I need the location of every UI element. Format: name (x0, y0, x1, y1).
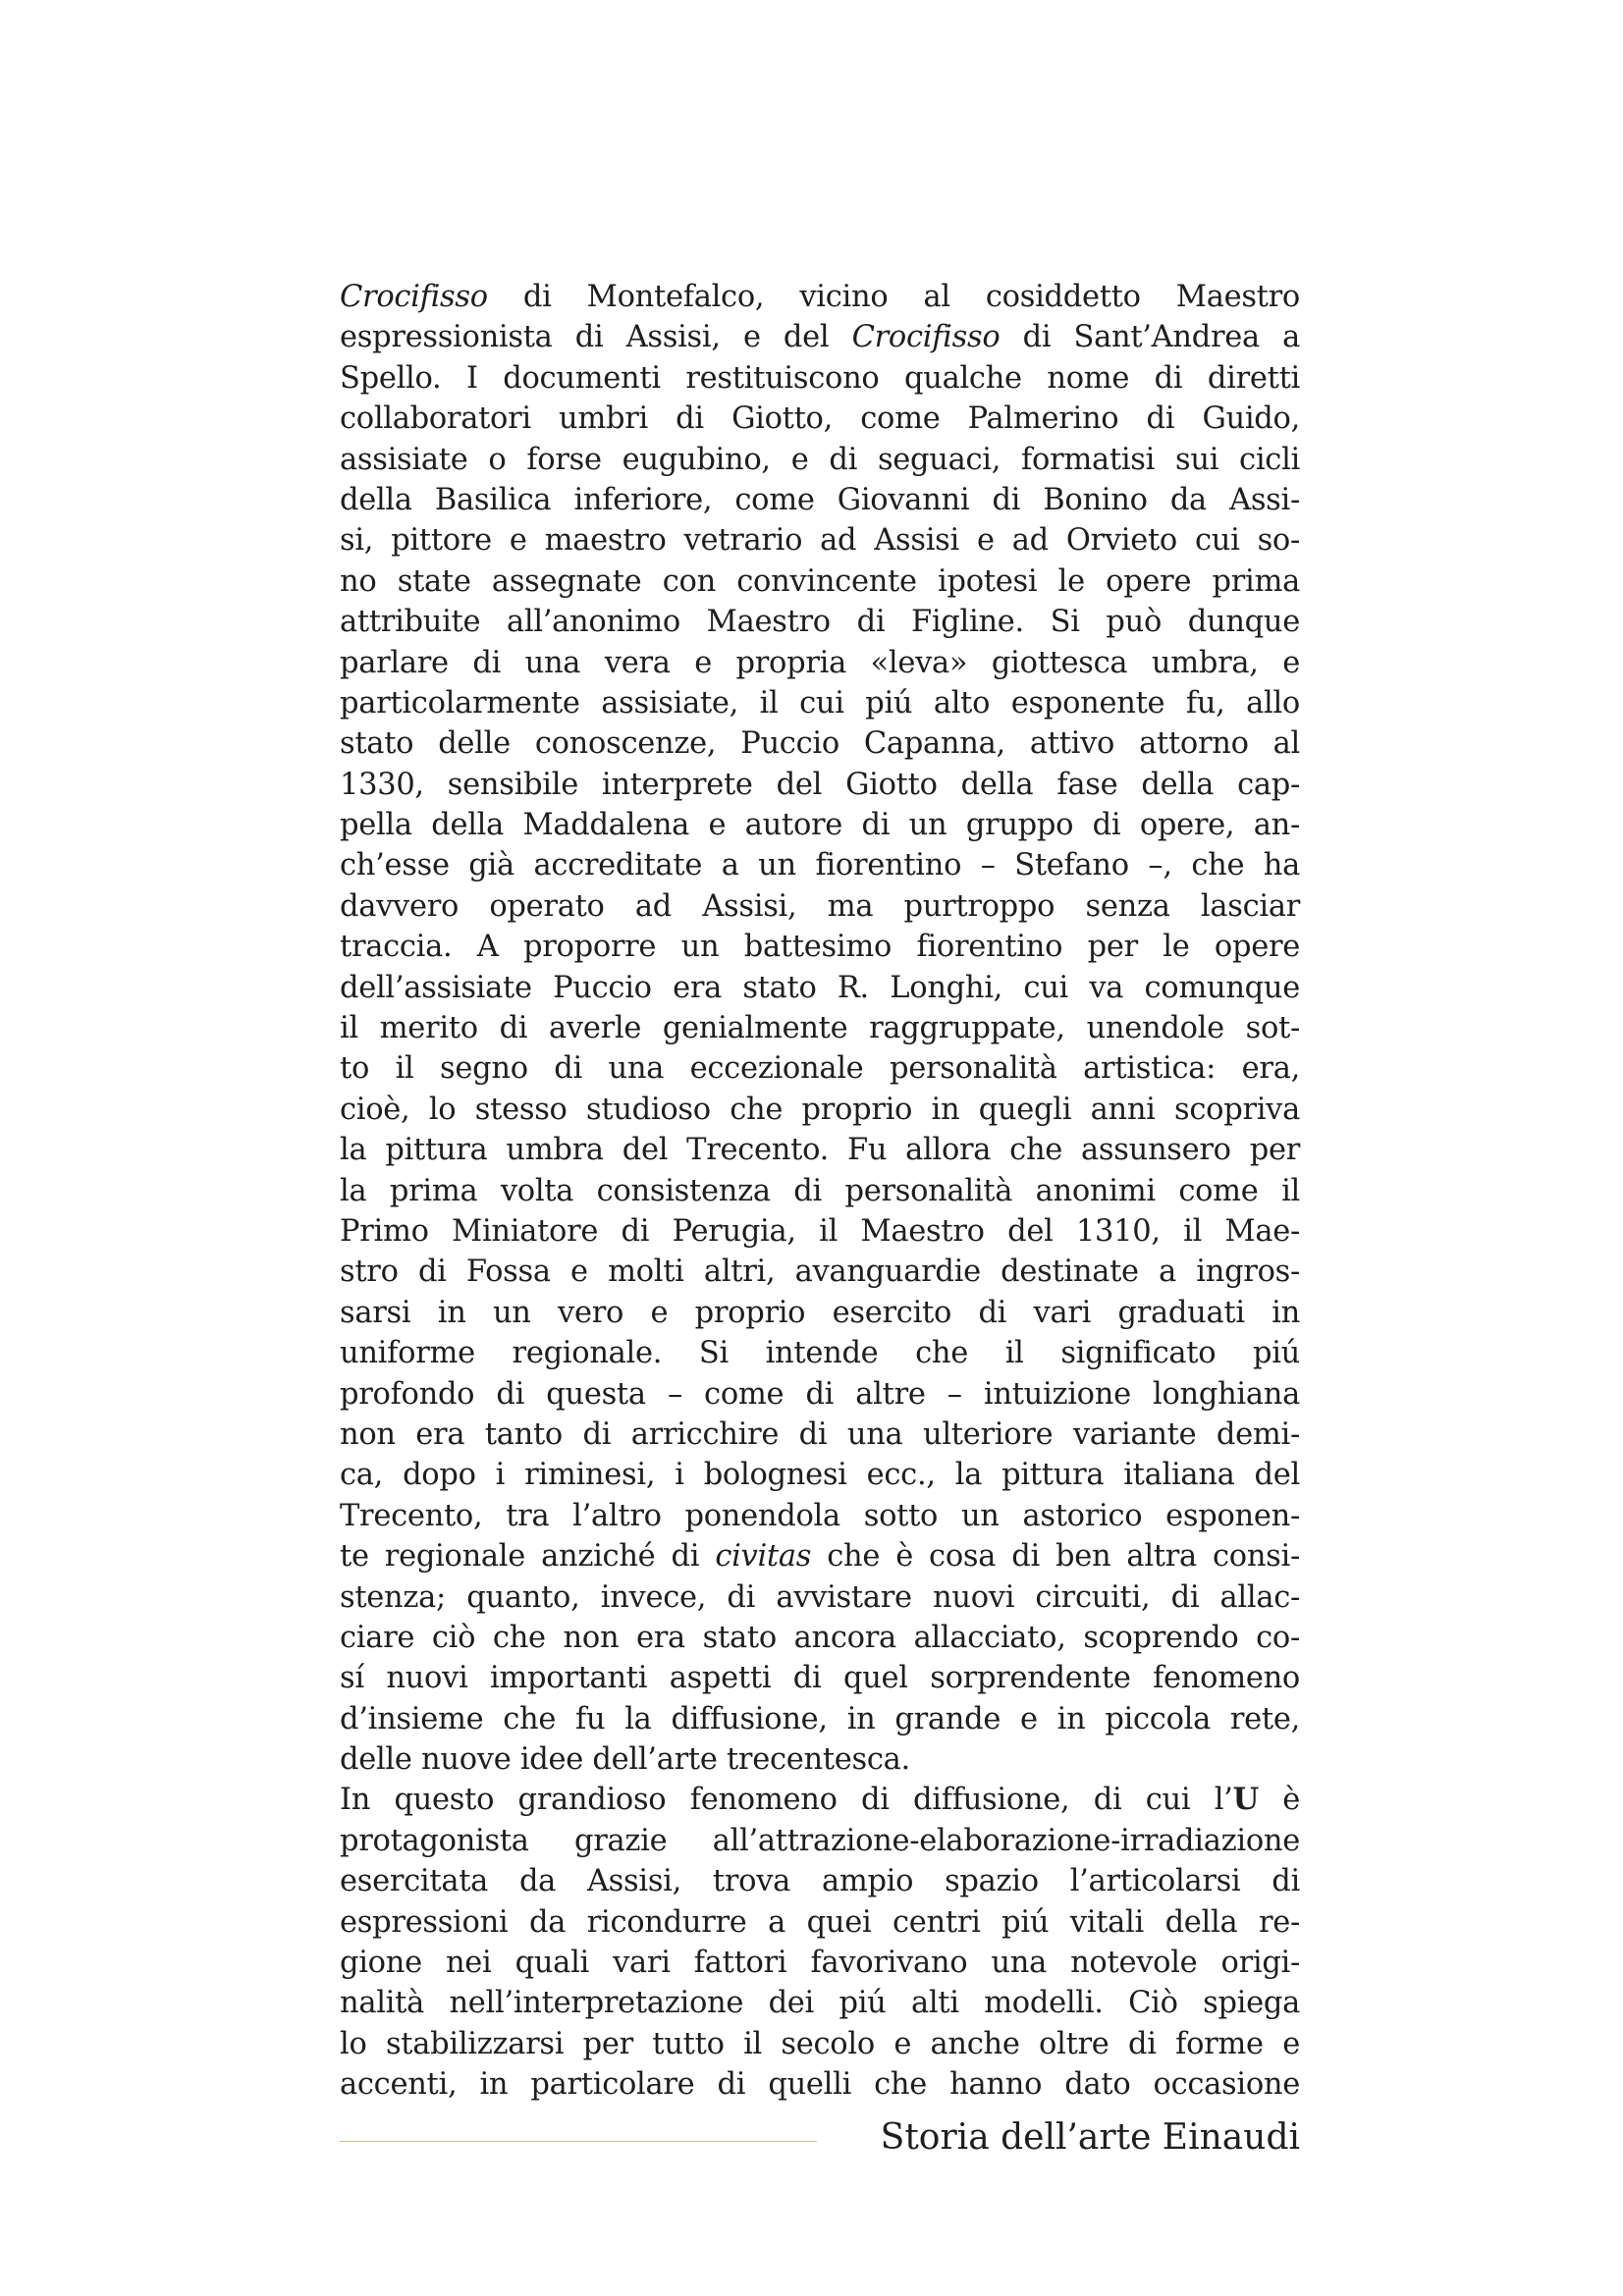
text-run: Primo Miniatore di Perugia, il Maestro del 1310, il Mae- (340, 1213, 1300, 1249)
text-line (340, 1455, 1300, 1495)
text-run: Trecento, tra l’altro ponendola sotto un astorico esponen- (340, 1498, 1300, 1533)
text-run: lo stabilizzarsi per tutto il secolo e anche oltre di forme e (340, 2026, 1300, 2061)
text-line (340, 1008, 1300, 1048)
text-run: stato delle conoscenze, Puccio Capanna, attivo attorno al (340, 726, 1300, 762)
text-run: d’insieme che fu la diffusione, in grande e in piccola rete, (340, 1701, 1300, 1736)
text-line (340, 1739, 1300, 1780)
text-line (340, 1211, 1300, 1252)
text-line (340, 886, 1300, 927)
text-line (340, 2064, 1300, 2105)
text-line (340, 1293, 1300, 1333)
text-run: la pittura umbra del Trecento. Fu allora che assunsero per (340, 1133, 1300, 1168)
text-run: te regionale anziché di (340, 1539, 716, 1575)
text-line (340, 1171, 1300, 1211)
text-run: nalità nell’interpretazione dei piú alti modelli. Ciò spiega (340, 1986, 1300, 2021)
text-run: espressionista di Assisi, e del (340, 320, 852, 355)
italic-text: Crocifisso (851, 320, 1001, 355)
text-run: gione nei quali vari fattori favorivano una notevole origi- (340, 1946, 1300, 1981)
text-line (340, 440, 1300, 480)
text-run: Spello. I documenti restituiscono qualche nome di diretti (340, 360, 1300, 396)
text-run: che è cosa di ben altra consi- (811, 1539, 1300, 1575)
text-run: ch’esse già accreditate a un fiorentino – Stefano –, che ha (340, 848, 1300, 883)
footer-rule (340, 2141, 817, 2142)
text-line (340, 1536, 1300, 1576)
text-run: to il segno di una eccezionale personalità artistica: era, (340, 1051, 1300, 1087)
text-run: davvero operato ad Assisi, ma purtroppo senza lasciar (340, 888, 1300, 924)
text-run: esercitata da Assisi, trova ampio spazio l’articolarsi di (340, 1864, 1300, 1899)
text-line (340, 2024, 1300, 2064)
text-line (340, 277, 1300, 317)
text-run: 1330, sensibile interprete del Giotto della fase della cap- (340, 767, 1300, 802)
text-run: collaboratori umbri di Giotto, come Palmerino di Guido, (340, 401, 1300, 437)
text-run: assisiate o forse eugubino, e di seguaci, formatisi sui cicli (340, 442, 1300, 477)
text-run: è (1258, 1783, 1300, 1818)
text-line (340, 1780, 1300, 1820)
text-run: di Sant’Andrea a (1000, 320, 1300, 355)
text-run: espressioni da ricondurre a quei centri piú vitali della re- (340, 1904, 1300, 1940)
text-line (340, 968, 1300, 1008)
text-run: cioè, lo stesso studioso che proprio in quegli anni scopriva (340, 1092, 1300, 1127)
text-line (340, 1983, 1300, 2023)
text-run: sarsi in un vero e proprio esercito di vari graduati in (340, 1295, 1300, 1330)
text-line (340, 1699, 1300, 1739)
text-line (340, 1861, 1300, 1901)
text-run: di Montefalco, vicino al cosiddetto Maestro (487, 280, 1300, 314)
text-line (340, 1090, 1300, 1130)
text-run: ciare ciò che non era stato ancora allacciato, scoprendo co- (340, 1620, 1300, 1655)
text-line (340, 602, 1300, 642)
text-line (340, 643, 1300, 683)
text-run: stro di Fossa e molti altri, avanguardie destinate a ingros- (340, 1255, 1300, 1290)
text-line (340, 1252, 1300, 1292)
text-run: In questo grandioso fenomeno di diffusione, di cui l’ (340, 1783, 1233, 1818)
bold-text: U (1232, 1782, 1259, 1818)
italic-text: Crocifisso (340, 280, 488, 314)
text-run: protagonista grazie all’attrazione-elaborazione-irradiazione (340, 1823, 1300, 1858)
text-line (340, 480, 1300, 520)
text-line (340, 399, 1300, 439)
text-run: profondo di questa – come di altre – intuizione longhiana (340, 1376, 1300, 1412)
text-line (340, 1048, 1300, 1089)
text-run: ca, dopo i riminesi, i bolognesi ecc., la pittura italiana del (340, 1458, 1300, 1493)
text-line (340, 1374, 1300, 1415)
text-line (340, 683, 1300, 723)
text-line (340, 1658, 1300, 1698)
text-run: dell’assisiate Puccio era stato R. Longhi, cui va comunque (340, 970, 1300, 1005)
text-run: il merito di averle genialmente raggruppate, unendole sot- (340, 1011, 1300, 1046)
text-run: si, pittore e maestro vetrario ad Assisi e ad Orvieto cui so- (340, 523, 1300, 559)
text-run: uniforme regionale. Si intende che il significato piú (340, 1336, 1300, 1371)
text-line (340, 805, 1300, 845)
text-line (340, 765, 1300, 805)
text-line (340, 1496, 1300, 1536)
text-line (340, 358, 1300, 399)
text-run: attribuite all’anonimo Maestro di Figline. Si può dunque (340, 605, 1300, 640)
text-line (340, 1618, 1300, 1658)
text-run: parlare di una vera e propria «leva» giottesca umbra, e (340, 645, 1300, 680)
footer-publication-title: Storia dell’arte Einaudi (880, 2117, 1300, 2158)
text-run: particolarmente assisiate, il cui piú alto esponente fu, allo (340, 685, 1300, 721)
text-run: stenza; quanto, invece, di avvistare nuovi circuiti, di allac- (340, 1579, 1300, 1615)
text-run: pella della Maddalena e autore di un gruppo di opere, an- (340, 808, 1300, 843)
text-run: non era tanto di arricchire di una ulteriore variante demi- (340, 1416, 1300, 1452)
text-run: traccia. A proporre un battesimo fiorentino per le opere (340, 930, 1300, 965)
text-line (340, 1415, 1300, 1455)
text-line (340, 561, 1300, 602)
text-run: sí nuovi importanti aspetti di quel sorprendente fenomeno (340, 1661, 1300, 1696)
text-line (340, 317, 1300, 357)
text-run: no state assegnate con convincente ipotesi le opere prima (340, 563, 1300, 599)
text-line (340, 1577, 1300, 1618)
text-line (340, 1333, 1300, 1373)
text-run: accenti, in particolare di quelli che hanno dato occasione (340, 2067, 1300, 2103)
text-line (340, 520, 1300, 561)
text-line (340, 845, 1300, 885)
text-run: la prima volta consistenza di personalità anonimi come il (340, 1173, 1300, 1208)
body-text (340, 277, 1300, 2106)
text-line (340, 1902, 1300, 1943)
text-line (340, 927, 1300, 967)
text-line (340, 1821, 1300, 1861)
text-line (340, 723, 1300, 764)
text-line (340, 1943, 1300, 1983)
text-run: della Basilica inferiore, come Giovanni di Bonino da Assi- (340, 482, 1300, 517)
italic-text: civitas (715, 1539, 812, 1575)
text-run: delle nuove idee dell’arte trecentesca. (340, 1742, 910, 1778)
text-line (340, 1130, 1300, 1170)
